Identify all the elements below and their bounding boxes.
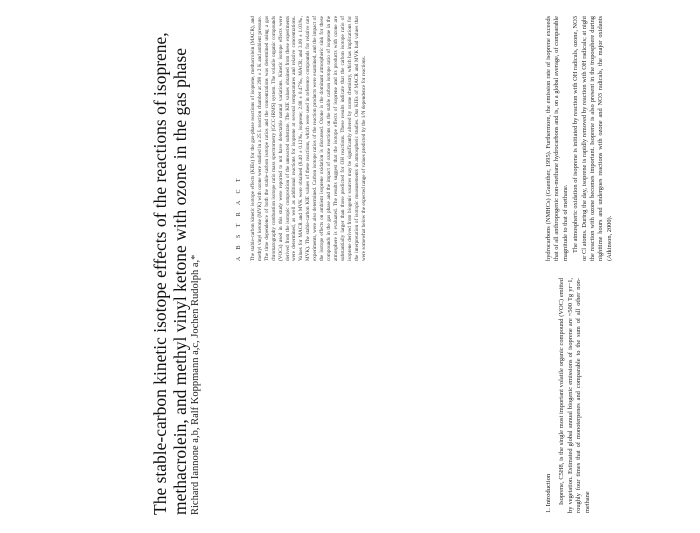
abstract-text: The stable-carbon kinetic isotope effects (KIEs) for the gas-phase reactions of isoprene, methacrolein (MACR), and methyl vinyl ketone (MVK) with ozone were studied in a 25 L reaction chamber at 298 ± 2 K and ambient pressure. The time dependence of both the stable-carbon isotope ratios and the concentrations was determined using a gas chromatography combustion isotope ratio mass spectrometry (GCC-IRMS) system. The volatile organic compounds (VOCs) used in this study were reported to not have detectable natural variations. Kinetic isotope effects were derived from the isotopic composition of the unreacted substrate. The KIE values obtained from these experiments were determined, as well as additional reactions for isoprene at several temperatures and relative concentrations. Values for MACR and MVK were obtained (8.40 ± 0.12‰, isoprene; 2.88 ± 0.47‰, MACR; and 3.00 ± 1.03‰, MVK). The stable-carbon KIE values of these reactions, which were used in reference compounds for relative rate experiments, were also determined. Carbon isotope ratios of the reaction products were examined, and the impact of the isotope effects on ambient isoprene oxidation is discussed. Ozone is the dominant atmospheric sink for these compounds in the gas phase and the impact of ozone reactions on the stable carbon isotope ratio of isoprene in the atmosphere is evaluated. The results suggest that the isotope effects of isoprene and its products with ozone are substantially larger than those predicted for OH reactions. These results indicate that the carbon isotope ratio of isoprene derived from biogenic sources may be significantly altered by ozone chemistry, which has implications for the interpretation of isotopic measurements in atmospheric studies. Our KIEs of MACR and MVK had values that were somewhat below the expected range of values predicted by the 1/N dependence for reactions. (250, 16, 367, 261)
introduction-right-column (545, 16, 616, 261)
paper-title: The stable-carbon kinetic isotope effects of the reactions of isoprene, methacrolein, and methyl vinyl ketone with ozone in the gas phase (150, 32, 190, 515)
abstract-heading: A B S T R A C T (236, 175, 242, 261)
introduction-heading: 1. Introduction (545, 473, 552, 513)
intro-paragraph-continued: hydrocarbons (NMHCs) (Guenther, 1995). Furthermore, the emission rate of isoprene exceeds that of all anthropogenic non-methane hydrocarbons and is, on a global average, of comparable magnitude to that of methane. (545, 16, 569, 261)
introduction-left-column (545, 278, 594, 513)
intro-paragraph: Isoprene, C5H8, is the single most important volatile organic compound (VOC) emitted by vegetation. Estimated global annual biogenic emissions of isoprene are ~500 Tg yr−1, roughly four times that of monoterpenes and comparable to the sum of all other non-methane (558, 278, 591, 513)
author-list: Richard Iannone a,b, Ralf Koppmann a,c, Jochen Rudolph a,* (190, 254, 201, 515)
intro-paragraph-oxidation: The atmospheric oxidation of isoprene is initiated by reaction with OH radicals, ozone, NO3 or Cl atoms. During the day, isoprene is rapidly removed by reaction with OH radicals; at night the reaction with ozone becomes important. Isoprene is also present in the troposphere during nighttime hours and undergoes reactions with ozone and NO3 radicals, the major oxidants (Atkinson, 2000). (572, 16, 613, 261)
